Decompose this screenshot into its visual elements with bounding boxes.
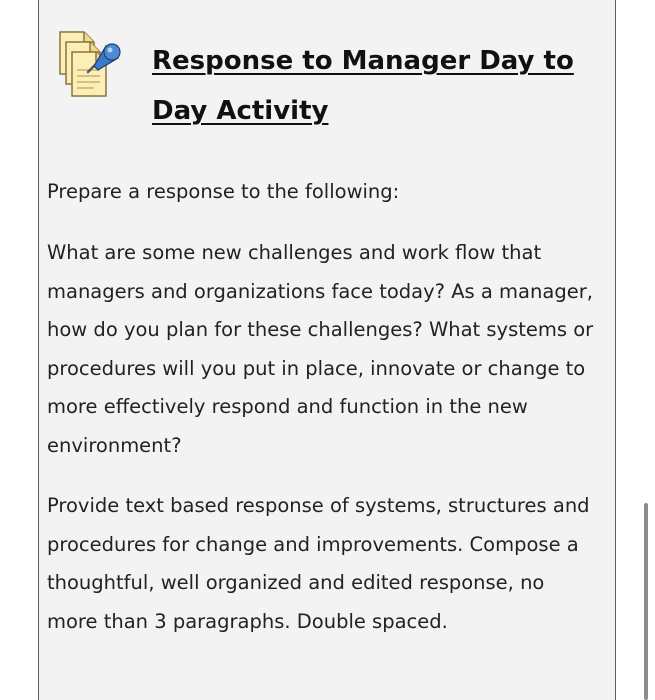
instructions-text: Provide text based response of systems, structures and procedures for change and improvements. Compose a thoughtful, well organized and edited response, no more than 3 paragraphs. Double spaced. (47, 494, 590, 633)
question-text: What are some new challenges and work flow that managers and organizations face today? As a manager, how do you plan for these challenges? What systems or procedures will you put in place, innovate or change to more effectively respond and function in the new environment? (47, 241, 594, 457)
intro-text: Prepare a response to the following: (47, 180, 400, 203)
documents-with-pushpin-icon (54, 28, 126, 100)
page-title: Response to Manager Day to Day Activity (152, 46, 574, 126)
scrollbar-thumb[interactable] (644, 503, 648, 700)
